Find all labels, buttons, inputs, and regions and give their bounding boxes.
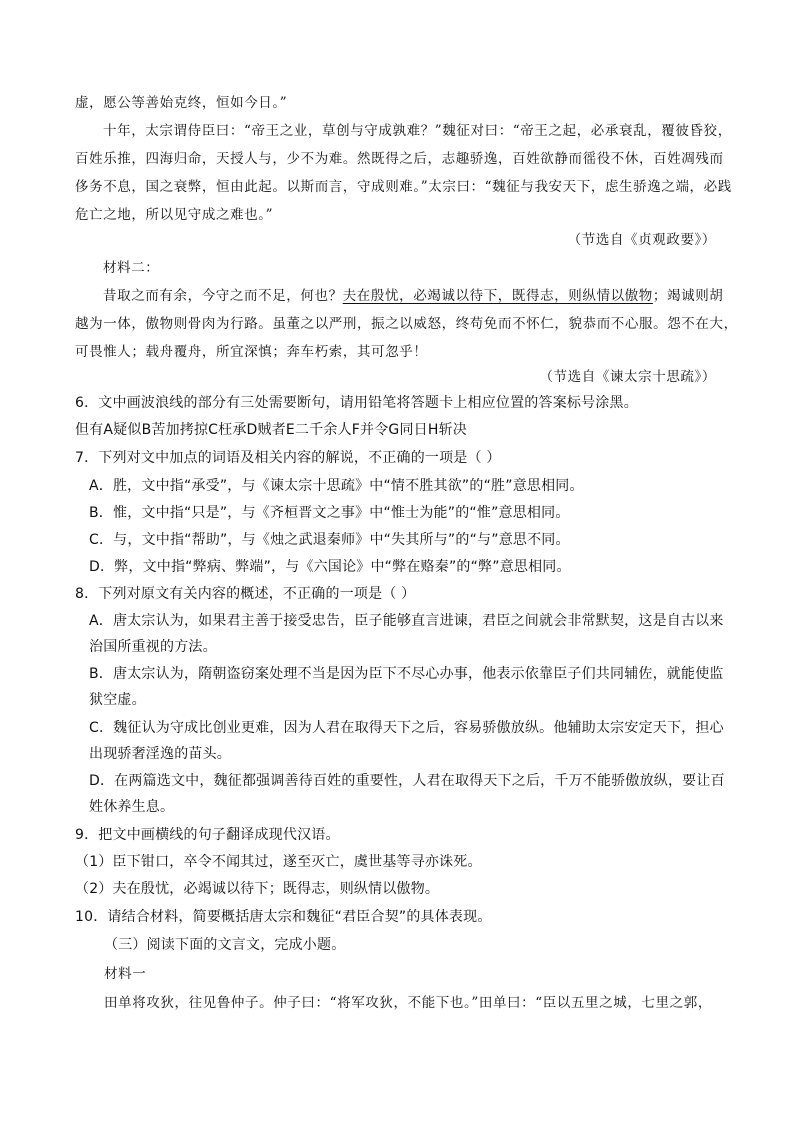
question-7-option-a: A．胜，文中指“承受”，与《谏太宗十思疏》中“情不胜其欲”的“胜”意思相同。 [89,478,584,494]
material1-line-1: 虚，愿公等善始克终，恒如今日。” [75,95,288,111]
material1-line-3: 百姓乐推，四海归命，天授人与，少不为难。然既得之后，志趣骄逸，百姓欲静而徭役不休，百姓凋残而 [75,151,724,167]
section-3-heading: （三）阅读下面的文言文，完成小题。 [104,937,346,953]
material1-line-5: 危亡之地，所以见守成之难也。” [75,207,274,223]
question-8-option-a-line-1: A．唐太宗认为，如果君主善于接受忠告，臣子能够直言进谏，君臣之间就会非常默契，这是自古以来 [89,613,724,629]
material2-line-1-start: 昔取之而有余，今守之而不足，何也？ [103,288,343,304]
material1-line-4: 侈务不息，国之衰弊，恒由此起。以斯而言，守成则难。”太宗曰：“魏征与我安天下，虑生骄逸之端，必践 [75,179,732,195]
section-3-material-label: 材料一 [104,966,147,982]
material2-heading: 材料二： [103,260,160,276]
question-8-option-c-line-1: C．魏征认为守成比创业更难，因为人君在取得天下之后，容易骄傲放纵。他辅助太宗安定天下，担心 [89,720,724,736]
question-7: 7．下列对文中加点的词语及相关内容的解说，不正确的一项是（ ） [75,450,501,466]
material2-source: （节选自《谏太宗十思疏》） [539,369,716,385]
question-9-sentence-1: （1）臣下钳口，卒令不闻其过，遂至灭亡，虞世基等寻亦诛死。 [75,854,482,870]
question-8-option-d-line-1: D．在两篇选文中，魏征都强调善待百姓的重要性，人君在取得天下之后，千万不能骄傲放纵，要让百 [89,773,725,789]
question-7-option-d: D．弊，文中指“弊病、弊端”，与《六国论》中“弊在赂秦”的“弊”意思相同。 [89,559,571,575]
question-8-option-c-line-2: 出现骄奢淫逸的苗头。 [89,746,231,762]
material2-line-1-end: ；竭诚则胡 [652,288,724,304]
question-10: 10．请结合材料，简要概括唐太宗和魏征“君臣合契”的具体表现。 [75,909,492,925]
question-6-options: 但有A疑似B苦加拷掠C枉承D贼者E二千余人F并令G同日H斩决 [75,422,468,438]
material2-line-3: 可畏惟人；载舟覆舟，所宜深慎；奔车朽索，其可忽乎！ [75,344,428,360]
question-8-option-b-line-2: 狱空虚。 [89,692,146,708]
question-8-option-a-line-2: 治国所重视的方法。 [89,639,217,655]
question-7-option-b: B．惟，文中指“只是”，与《齐桓晋文之事》中“惟士为能”的“惟”意思相同。 [89,505,570,521]
question-8: 8．下列对原文有关内容的概述，不正确的一项是（ ） [75,586,416,602]
question-9-sentence-2: （2）夫在殷忧，必竭诚以待下；既得志，则纵情以傲物。 [75,881,440,897]
material1-line-2: 十年，太宗谓侍臣曰：“帝王之业，草创与守成孰难？”魏征对曰：“帝王之起，必承衰乱，覆彼昏狡， [103,123,732,139]
question-8-option-b-line-1: B．唐太宗认为，隋朝盗窃案处理不当是因为臣下不尽心办事，他表示依靠臣子们共同辅佐，就能使监 [89,666,724,682]
underlined-sentence: 夫在殷忧，必竭诚以待下，既得志，则纵情以傲物 [342,288,653,304]
material2-line-1 [103,286,723,306]
material2-line-2: 越为一体，傲物则骨肉为行路。虽董之以严刑，振之以威怒，终苟免而不怀仁，貌恭而不心服。怨不在大， [75,316,738,332]
material1-source: （节选自《贞观政要》） [567,232,716,248]
question-7-option-c: C．与，文中指“帮助”，与《烛之武退秦师》中“失其所与”的“与”意思不同。 [89,532,570,548]
question-6: 6．文中画波浪线的部分有三处需要断句，请用铅笔将答题卡上相应位置的答案标号涂黑。 [75,395,638,411]
question-8-option-d-line-2: 姓休养生息。 [89,799,175,815]
section-3-line-1: 田单将攻狄，往见鲁仲子。仲子曰：“将军攻狄，不能下也。”田单曰：“臣以五里之城，七里之郭， [104,995,712,1011]
question-9: 9．把文中画横线的句子翻译成现代汉语。 [75,827,340,843]
